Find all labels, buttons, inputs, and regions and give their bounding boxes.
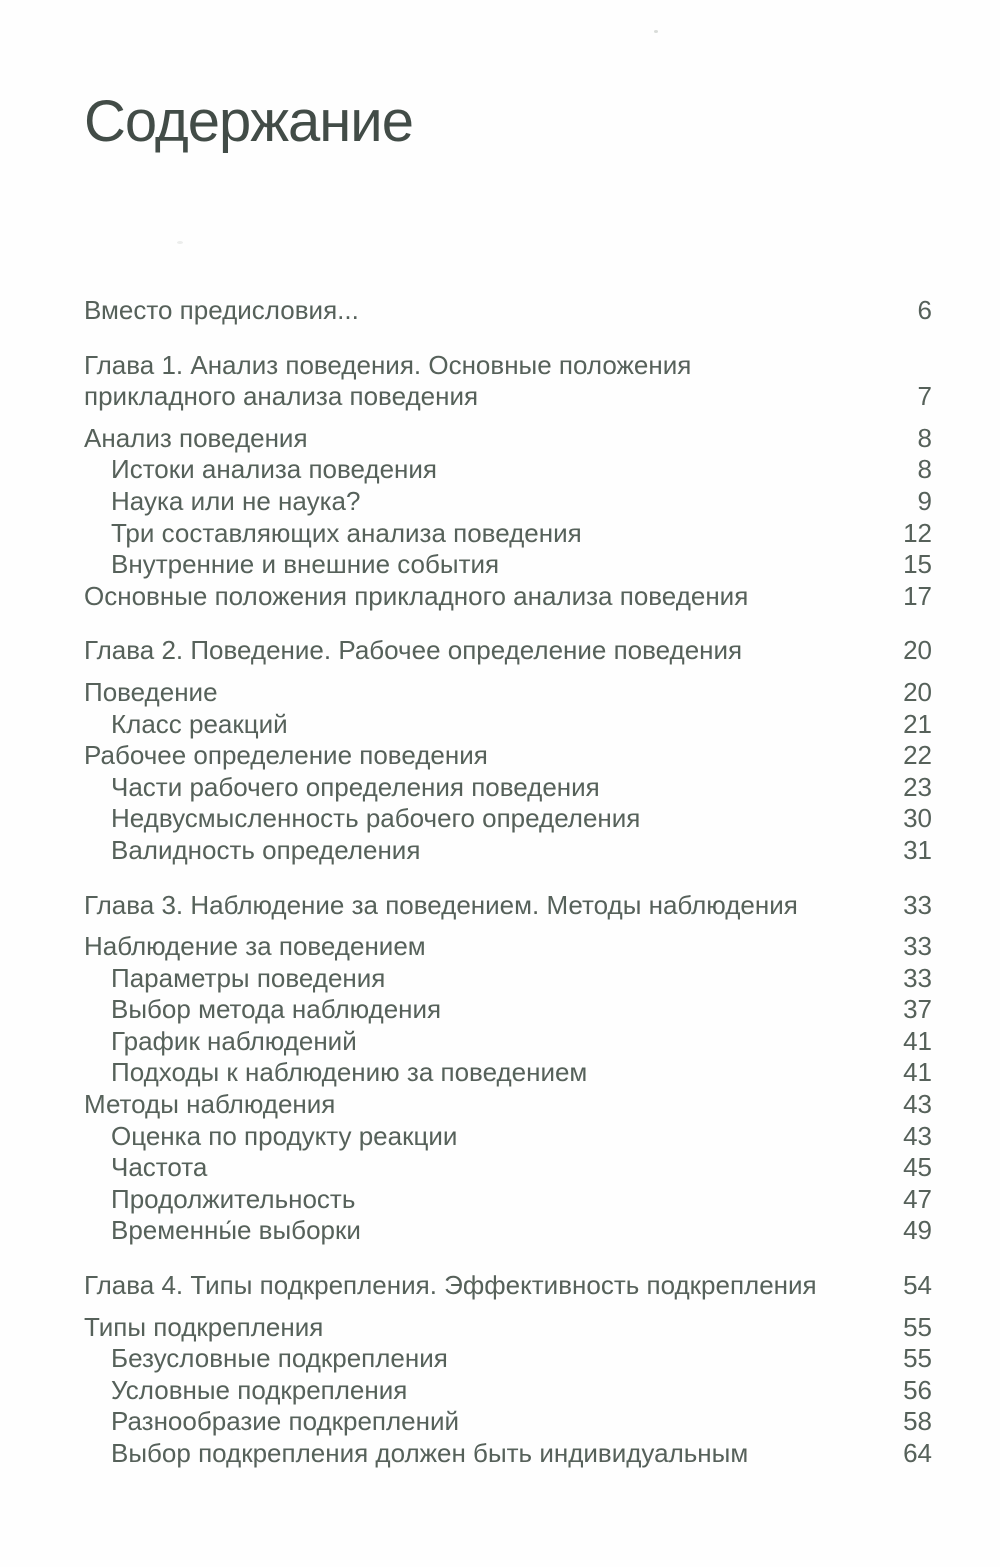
page-content: [84, 88, 932, 1470]
toc-entry-page-number: 21: [903, 708, 932, 739]
toc-entry-page-number: 12: [903, 517, 932, 548]
toc-entry-page-number: 43: [903, 1089, 932, 1120]
page-title: Содержание: [84, 89, 413, 154]
toc-entry-title: Глава 4. Типы подкрепления. Эффективность подкрепления: [84, 1270, 817, 1301]
toc-entry: [84, 931, 932, 963]
toc-entry: [84, 772, 932, 804]
toc-entry: [84, 994, 932, 1026]
toc-entry: [84, 835, 932, 867]
toc-entry-title: Анализ поведения: [84, 422, 308, 453]
toc-entry: [84, 963, 932, 995]
toc-entry: [84, 1406, 932, 1438]
toc-entry: [84, 803, 932, 835]
toc-entry: [84, 1438, 932, 1470]
toc-entry: [84, 454, 932, 486]
toc-list: [84, 295, 932, 1470]
toc-entry-page-number: 55: [903, 1343, 932, 1374]
toc-entry: [84, 1270, 932, 1302]
toc-entry-page-number: 33: [903, 889, 932, 920]
toc-entry: [84, 1375, 932, 1407]
toc-entry-title: Продолжительность: [111, 1183, 356, 1214]
toc-entry-page-number: 15: [903, 549, 932, 580]
toc-entry: [84, 1343, 932, 1375]
toc-entry-title: Безусловные подкрепления: [111, 1343, 448, 1374]
toc-entry-page-number: 31: [903, 834, 932, 865]
toc-entry-page-number: 20: [903, 676, 932, 707]
toc-entry-page-number: 45: [903, 1152, 932, 1183]
toc-entry-title: Рабочее определение поведения: [84, 740, 488, 771]
toc-entry-title: Валидность определения: [111, 834, 421, 865]
toc-entry-page-number: 30: [903, 803, 932, 834]
scan-speck: [654, 30, 658, 33]
toc-entry-page-number: 33: [903, 962, 932, 993]
toc-entry: [84, 890, 932, 922]
toc-entry-page-number: 9: [917, 485, 932, 516]
toc-entry: [84, 518, 932, 550]
toc-entry-page-number: 8: [917, 454, 932, 485]
toc-entry-title: Истоки анализа поведения: [111, 454, 438, 485]
toc-entry: [84, 549, 932, 581]
toc-entry-page-number: 8: [917, 422, 932, 453]
toc-entry: [84, 1215, 932, 1247]
toc-entry-title: Глава 3. Наблюдение за поведением. Методы наблюдения: [84, 889, 798, 920]
toc-entry-title: Класс реакций: [111, 708, 288, 739]
toc-entry-title: Частота: [111, 1152, 208, 1183]
toc-entry: [84, 635, 932, 667]
toc-entry-title: Наука или не наука?: [111, 485, 361, 516]
toc-entry-title: Разнообразие подкреплений: [111, 1406, 460, 1437]
toc-entry: [84, 1057, 932, 1089]
toc-entry-title: Подходы к наблюдению за поведением: [111, 1057, 588, 1088]
toc-entry-title: Недвусмысленность рабочего определения: [111, 803, 641, 834]
toc-entry-title: Поведение: [84, 676, 218, 707]
toc-entry-title: Глава 1. Анализ поведения. Основные положения прикладного анализа поведения: [84, 349, 692, 412]
toc-entry-title: Внутренние и внешние события: [111, 549, 500, 580]
toc-entry-page-number: 64: [903, 1438, 932, 1468]
toc-entry: [84, 1026, 932, 1058]
toc-entry-title: Части рабочего определения поведения: [111, 771, 600, 802]
toc-entry: [84, 1152, 932, 1184]
toc-entry-page-number: 54: [903, 1270, 932, 1301]
toc-entry-page-number: 37: [903, 994, 932, 1025]
toc-entry: [84, 295, 932, 327]
toc-entry-page-number: 22: [903, 740, 932, 771]
toc-entry: [84, 423, 932, 455]
toc-entry-page-number: 43: [903, 1120, 932, 1151]
toc-entry-page-number: 56: [903, 1374, 932, 1405]
toc-entry-title: Условные подкрепления: [111, 1374, 408, 1405]
toc-entry-title: Параметры поведения: [111, 962, 386, 993]
toc-entry: [84, 1184, 932, 1216]
toc-entry: [84, 740, 932, 772]
toc-entry-title: Три составляющих анализа поведения: [111, 517, 582, 548]
toc-entry-title: Глава 2. Поведение. Рабочее определение поведения: [84, 635, 743, 666]
toc-entry: [84, 581, 932, 613]
toc-entry-page-number: 20: [903, 635, 932, 666]
toc-entry-title: Вместо предисловия...: [84, 295, 359, 325]
toc-entry-page-number: 55: [903, 1311, 932, 1342]
toc-entry-page-number: 47: [903, 1183, 932, 1214]
toc-entry: [84, 1121, 932, 1153]
toc-entry: [84, 486, 932, 518]
toc-entry: [84, 709, 932, 741]
toc-entry-page-number: 49: [903, 1215, 932, 1246]
toc-entry-page-number: 7: [917, 381, 932, 412]
toc-entry-page-number: 41: [903, 1025, 932, 1056]
toc-entry-page-number: 6: [917, 295, 932, 325]
toc-entry-page-number: 23: [903, 771, 932, 802]
toc-entry: [84, 677, 932, 709]
toc-entry-page-number: 17: [903, 580, 932, 611]
toc-entry-page-number: 58: [903, 1406, 932, 1437]
toc-entry-page-number: 33: [903, 931, 932, 962]
toc-entry: [84, 1089, 932, 1121]
toc-entry-title: Методы наблюдения: [84, 1089, 336, 1120]
toc-entry: [84, 350, 932, 413]
toc-entry-title: Выбор подкрепления должен быть индивидуальным: [111, 1438, 749, 1468]
toc-entry-title: График наблюдений: [111, 1025, 357, 1056]
toc-entry-page-number: 41: [903, 1057, 932, 1088]
toc-entry: [84, 1312, 932, 1344]
toc-entry-title: Временны́е выборки: [111, 1215, 361, 1246]
toc-entry-title: Типы подкрепления: [84, 1311, 324, 1342]
toc-entry-title: Наблюдение за поведением: [84, 931, 426, 962]
toc-entry-title: Выбор метода наблюдения: [111, 994, 442, 1025]
toc-entry-title: Оценка по продукту реакции: [111, 1120, 458, 1151]
toc-entry-title: Основные положения прикладного анализа поведения: [84, 580, 749, 611]
